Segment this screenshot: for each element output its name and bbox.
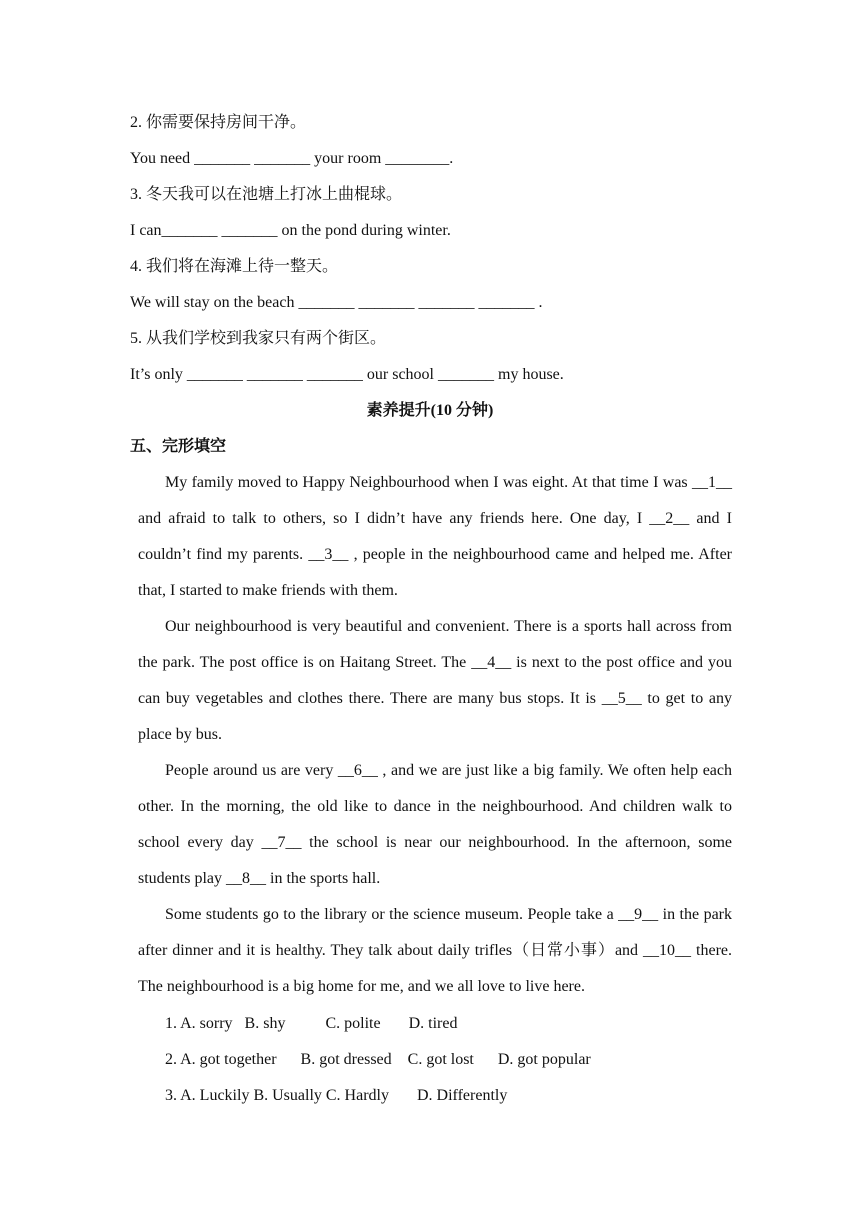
translation-item-2-english: You need _______ _______ your room ________. (130, 150, 454, 167)
section-title: 素养提升(10 分钟) (366, 402, 494, 419)
passage-paragraph-3: People around us are very __6__ , and we are just like a big family. We often help each other. In the morning, the old like to dance in the neighbourhood. And children walk to school every day __7__ the school is near our neighbourhood. In the afternoon, some students play __8__ in the sports hall. (138, 762, 732, 887)
translation-item-5-english: It’s only _______ _______ _______ our school _______ my house. (130, 366, 564, 383)
passage-paragraph-1: My family moved to Happy Neighbourhood when I was eight. At that time I was __1__ and afraid to talk to others, so I didn’t have any friends here. One day, I __2__ and I couldn’t find my parents. __3__ , people in the neighbourhood came and helped me. After that, I started to make friends with them. (138, 474, 732, 599)
passage-paragraph-2: Our neighbourhood is very beautiful and convenient. There is a sports hall across from the park. The post office is on Haitang Street. The __4__ is next to the post office and you can buy vegetables and clothes there. There are many bus stops. It is __5__ to get to any place by bus. (138, 618, 732, 743)
translation-item-3-chinese: 3. 冬天我可以在池塘上打冰上曲棍球。 (130, 186, 403, 203)
translation-item-2-chinese: 2. 你需要保持房间干净。 (130, 114, 307, 131)
translation-item-5-chinese: 5. 从我们学校到我家只有两个街区。 (130, 330, 387, 347)
option-row-3: 3. A. Luckily B. Usually C. Hardly D. Differently (165, 1087, 508, 1104)
option-row-1: 1. A. sorry B. shy C. polite D. tired (165, 1015, 458, 1032)
part-heading: 五、完形填空 (130, 438, 227, 455)
translation-item-3-english: I can_______ _______ on the pond during winter. (130, 222, 451, 239)
passage-paragraph-4: Some students go to the library or the science museum. People take a __9__ in the park after dinner and it is healthy. They talk about daily trifles（日常小事）and __10__ there. The neighbourhood is a big home for me, and we all love to live here. (138, 906, 732, 995)
option-row-2: 2. A. got together B. got dressed C. got lost D. got popular (165, 1051, 591, 1068)
translation-item-4-english: We will stay on the beach _______ _______ _______ _______ . (130, 294, 543, 311)
translation-item-4-chinese: 4. 我们将在海滩上待一整天。 (130, 258, 339, 275)
